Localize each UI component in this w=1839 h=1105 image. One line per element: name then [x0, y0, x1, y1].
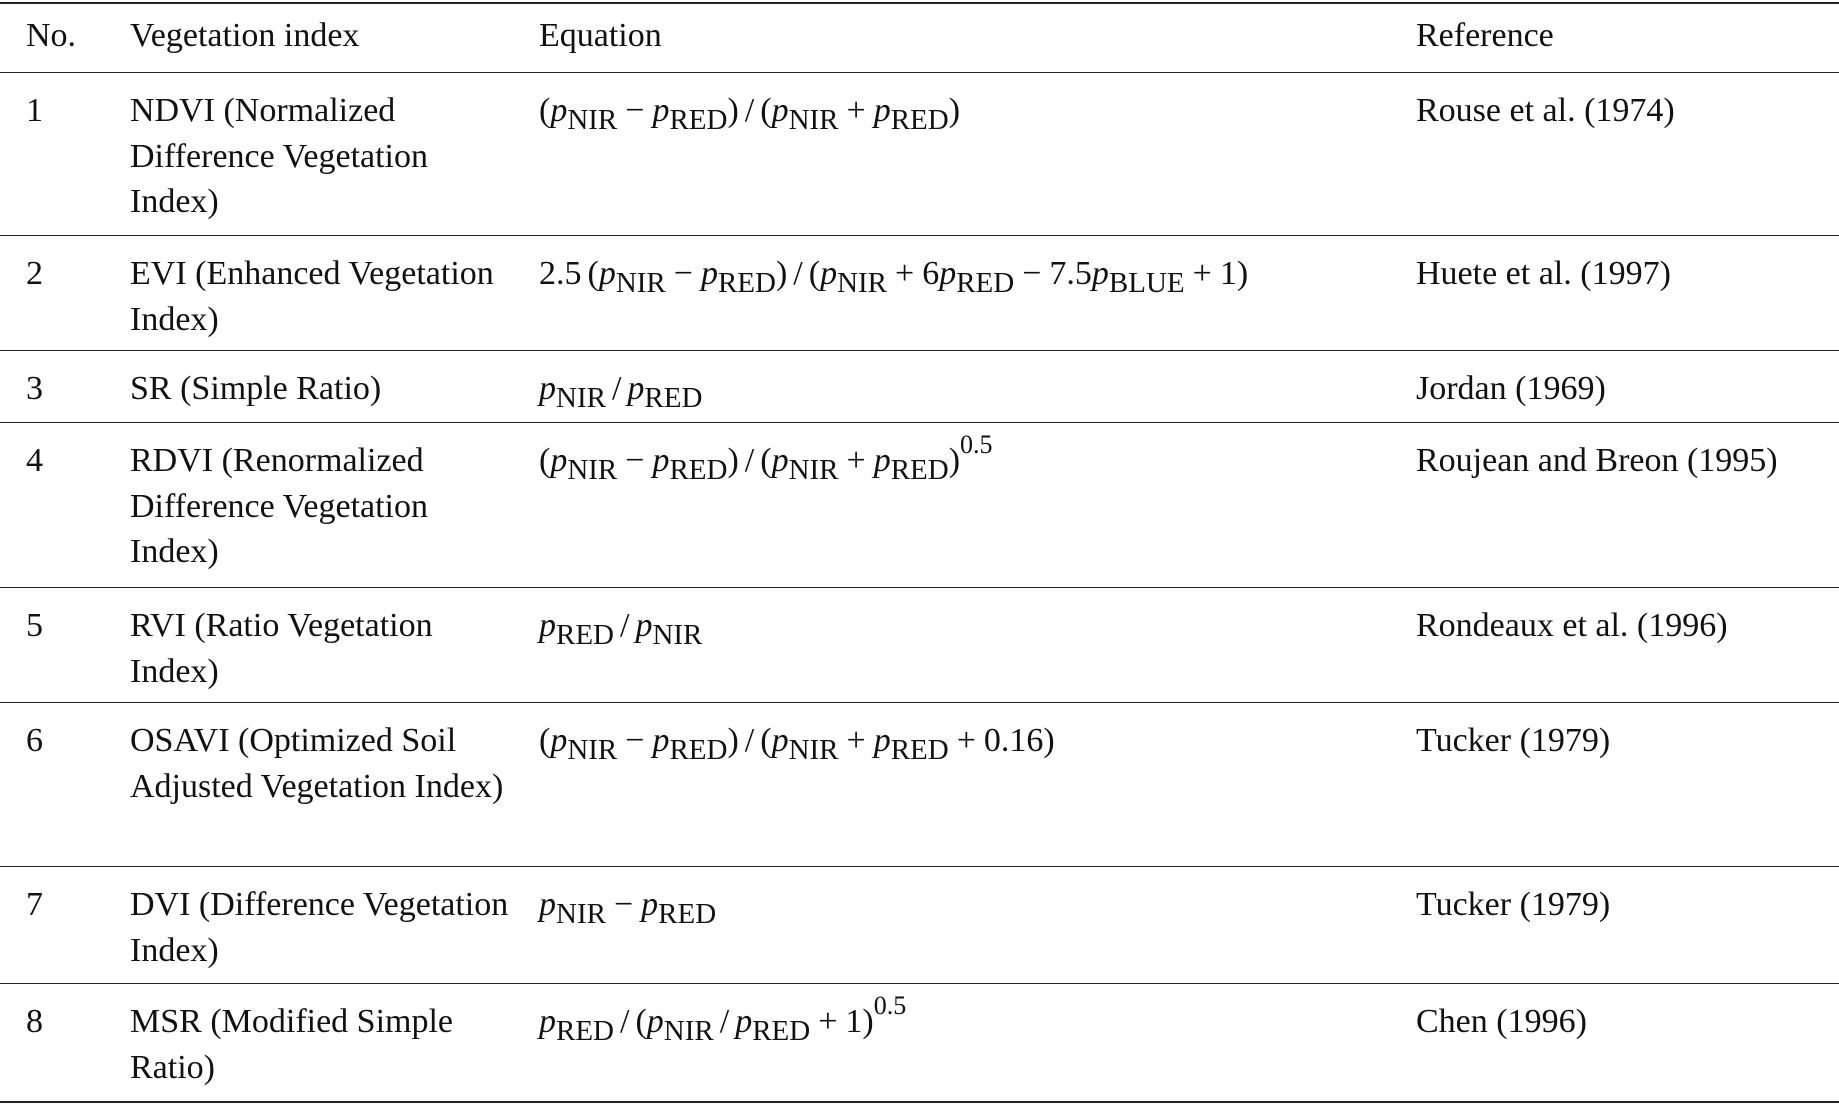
row-reference: Tucker (1979) — [1416, 886, 1611, 923]
row-reference: Jordan (1969) — [1416, 370, 1606, 407]
table-row — [0, 702, 1839, 867]
row-equation: $p_{RED} / p_{NIR}$ — [539, 607, 703, 651]
row-no: 3 — [26, 370, 43, 407]
header-equation: Equation — [539, 17, 662, 54]
row-no: 7 — [26, 886, 43, 923]
table-row — [0, 587, 1839, 703]
row-reference: Rouse et al. (1974) — [1416, 92, 1675, 129]
row-index-name: NDVI (Normalized Difference Vegetation Index) — [130, 92, 428, 220]
table-header-row — [0, 2, 1839, 73]
row-index-name: MSR (Modified Simple Ratio) — [130, 1003, 454, 1086]
row-index-name: OSAVI (Optimized Soil Adjusted Vegetation Index) — [130, 722, 504, 805]
row-equation: $p_{NIR} / p_{RED}$ — [539, 370, 703, 414]
row-no: 6 — [26, 722, 43, 759]
row-equation: $(p_{NIR} - p_{RED}) / (p_{NIR} + p_{RED} + 0.16)$ — [539, 722, 1055, 766]
row-reference: Huete et al. (1997) — [1416, 255, 1671, 292]
row-equation: $(p_{NIR} - p_{RED}) / (p_{NIR} + p_{RED})^{0.5}$ — [539, 430, 993, 486]
table-row — [0, 983, 1839, 1102]
table-row — [0, 235, 1839, 351]
header-no: No. — [26, 17, 77, 54]
row-index-name: DVI (Difference Vegetation Index) — [130, 886, 509, 969]
row-reference: Tucker (1979) — [1416, 722, 1611, 759]
row-equation: 2.5 $(p_{NIR} - p_{RED}) / (p_{NIR} + 6p_{RED} - 7.5p_{BLUE} + 1)$ — [539, 255, 1249, 299]
row-equation: $p_{RED} / (p_{NIR} / p_{RED} + 1)^{0.5}$ — [539, 991, 907, 1047]
row-reference: Roujean and Breon (1995) — [1416, 442, 1778, 479]
header-reference: Reference — [1416, 17, 1554, 54]
row-index-name: EVI (Enhanced Vegetation Index) — [130, 255, 494, 338]
row-no: 1 — [26, 92, 43, 129]
table-row — [0, 866, 1839, 984]
header-vegetation-index: Vegetation index — [130, 17, 360, 54]
table-row — [0, 350, 1839, 423]
row-equation: $p_{NIR} - p_{RED}$ — [539, 886, 717, 930]
row-no: 8 — [26, 1003, 43, 1040]
row-index-name: RDVI (Renormalized Difference Vegetation Index) — [130, 442, 428, 570]
table-row — [0, 72, 1839, 236]
table-row — [0, 422, 1839, 588]
row-equation: $(p_{NIR} - p_{RED}) / (p_{NIR} + p_{RED})$ — [539, 92, 961, 136]
row-index-name: RVI (Ratio Vegetation Index) — [130, 607, 433, 690]
row-no: 2 — [26, 255, 43, 292]
row-index-name: SR (Simple Ratio) — [130, 370, 382, 407]
table-bottom-rule — [0, 1101, 1839, 1103]
row-no: 4 — [26, 442, 43, 479]
row-no: 5 — [26, 607, 43, 644]
row-reference: Rondeaux et al. (1996) — [1416, 607, 1728, 644]
row-reference: Chen (1996) — [1416, 1003, 1587, 1040]
